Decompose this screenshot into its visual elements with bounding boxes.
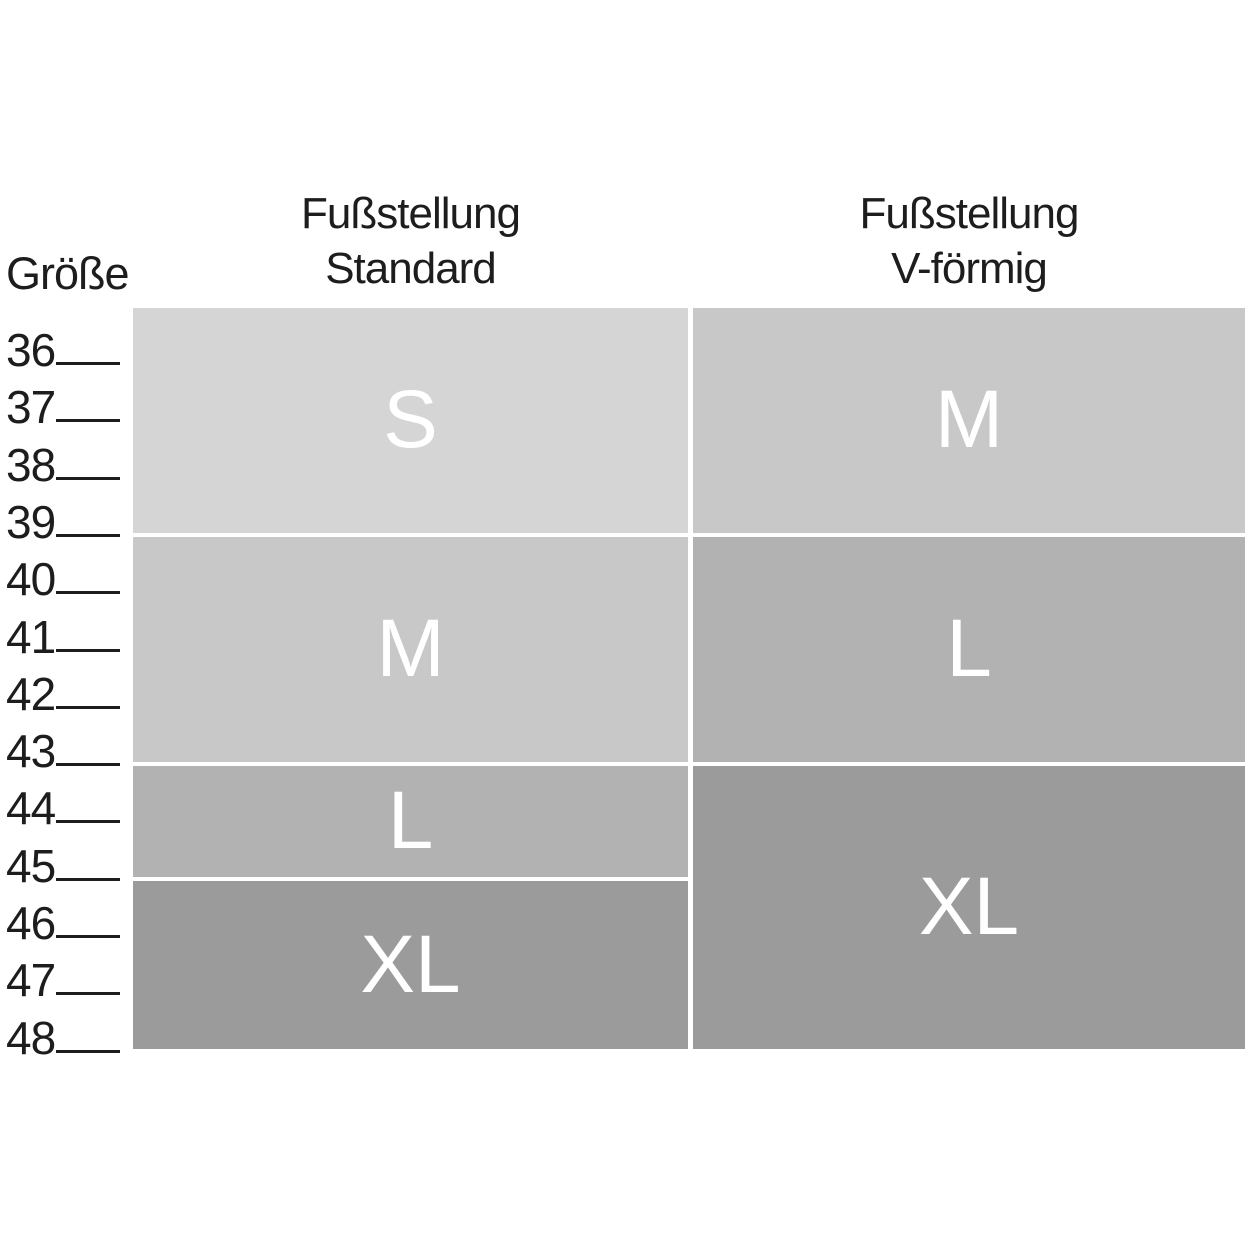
size-block-label: M (376, 603, 445, 695)
column-header-line1: Fußstellung (301, 189, 520, 238)
size-tick-line (56, 649, 120, 652)
size-label: 40 (6, 553, 56, 606)
size-block-label: L (946, 603, 992, 695)
size-block-label: M (934, 374, 1004, 466)
size-label: 39 (6, 495, 56, 548)
size-tick-line (56, 763, 120, 766)
size-tick-line (56, 1050, 120, 1053)
size-label: 48 (6, 1011, 56, 1064)
size-block-xl-col2 (693, 766, 1245, 1049)
size-label: 36 (6, 324, 56, 376)
size-label: 41 (6, 610, 56, 663)
column-header-line2: Standard (325, 244, 496, 293)
size-tick-line (56, 935, 120, 938)
size-label: 38 (6, 438, 56, 491)
size-tick-line (56, 362, 120, 365)
size-block-l-col1 (133, 766, 688, 877)
size-tick-line (56, 992, 120, 995)
size-label: 43 (6, 725, 56, 778)
column-header-line2: V-förmig (891, 244, 1047, 293)
size-tick-line (56, 477, 120, 480)
size-block-l-col2 (693, 537, 1245, 762)
size-label: 44 (6, 782, 56, 835)
size-tick-line (56, 534, 120, 537)
size-axis-label: Größe (6, 248, 129, 299)
size-block-xl-col1 (133, 881, 688, 1049)
column-header-line1: Fußstellung (859, 189, 1079, 238)
size-label: 45 (6, 839, 56, 892)
size-tick-line (56, 591, 120, 594)
size-block-m-col2 (693, 308, 1245, 533)
column-header-standard (133, 186, 688, 296)
size-tick-line (56, 878, 120, 881)
size-block-m-col1 (133, 537, 688, 762)
size-block-label: L (387, 775, 434, 867)
size-block-label: S (383, 374, 438, 466)
column-header-v-foermig (693, 186, 1245, 296)
size-tick-line (56, 706, 120, 709)
size-label: 46 (6, 897, 56, 949)
size-block-label: XL (918, 861, 1020, 953)
size-label: 47 (6, 954, 56, 1007)
size-tick-line (56, 419, 120, 422)
size-block-label: XL (360, 918, 461, 1010)
size-label: 37 (6, 381, 56, 434)
size-label: 42 (6, 667, 56, 720)
size-block-s-col1 (133, 308, 688, 533)
size-tick-line (56, 820, 120, 823)
